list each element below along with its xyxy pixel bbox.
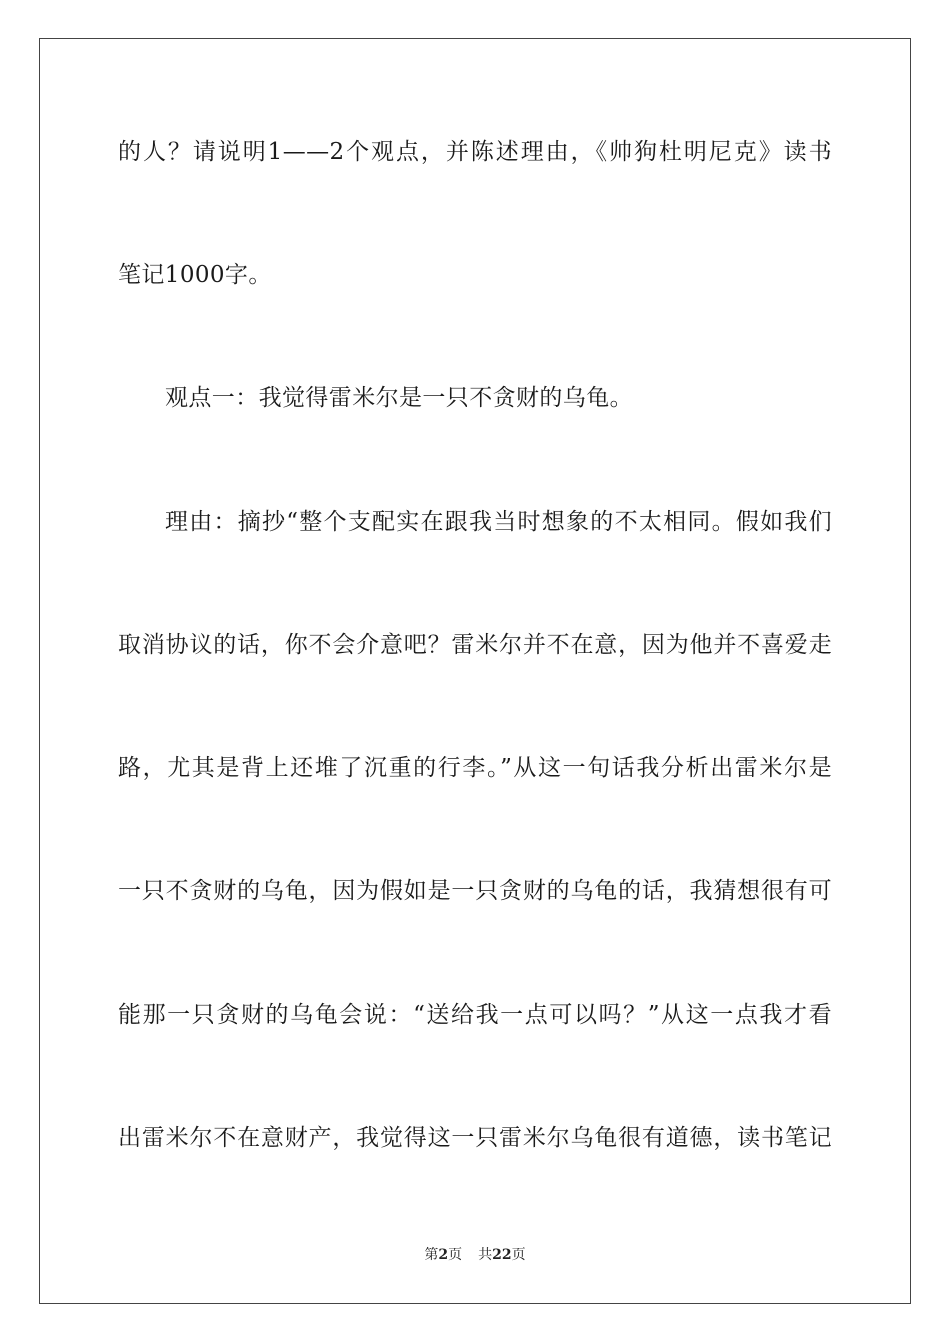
text-line-4: 理由：摘抄“整个支配实在跟我当时想象的不太相同。假如我们 xyxy=(165,509,832,535)
footer-total-prefix: 共 xyxy=(478,1247,493,1263)
text-line-7: 一只不贪财的乌龟，因为假如是一只贪财的乌龟的话，我猜想很有可 xyxy=(118,878,832,904)
footer-total-pages: 22 xyxy=(492,1247,512,1263)
footer-total-suffix: 页 xyxy=(511,1247,526,1263)
page-footer xyxy=(0,1246,950,1264)
page-border xyxy=(39,38,911,1304)
text-line-2: 笔记1000字。 xyxy=(118,262,272,288)
footer-page-number: 2 xyxy=(438,1247,449,1263)
text-line-5: 取消协议的话，你不会介意吧？雷米尔并不在意，因为他并不喜爱走 xyxy=(118,632,832,658)
footer-page-prefix: 第 xyxy=(424,1247,439,1263)
footer-page-suffix: 页 xyxy=(448,1247,463,1263)
text-line-6: 路，尤其是背上还堆了沉重的行李。”从这一句话我分析出雷米尔是 xyxy=(118,755,832,781)
text-line-1: 的人？请说明1——2个观点，并陈述理由，《帅狗杜明尼克》读书 xyxy=(118,139,832,165)
text-line-9: 出雷米尔不在意财产，我觉得这一只雷米尔乌龟很有道德，读书笔记 xyxy=(118,1125,832,1151)
text-line-3: 观点一：我觉得雷米尔是一只不贪财的乌龟。 xyxy=(165,385,633,411)
text-line-8: 能那一只贪财的乌龟会说：“送给我一点可以吗？”从这一点我才看 xyxy=(118,1002,832,1028)
